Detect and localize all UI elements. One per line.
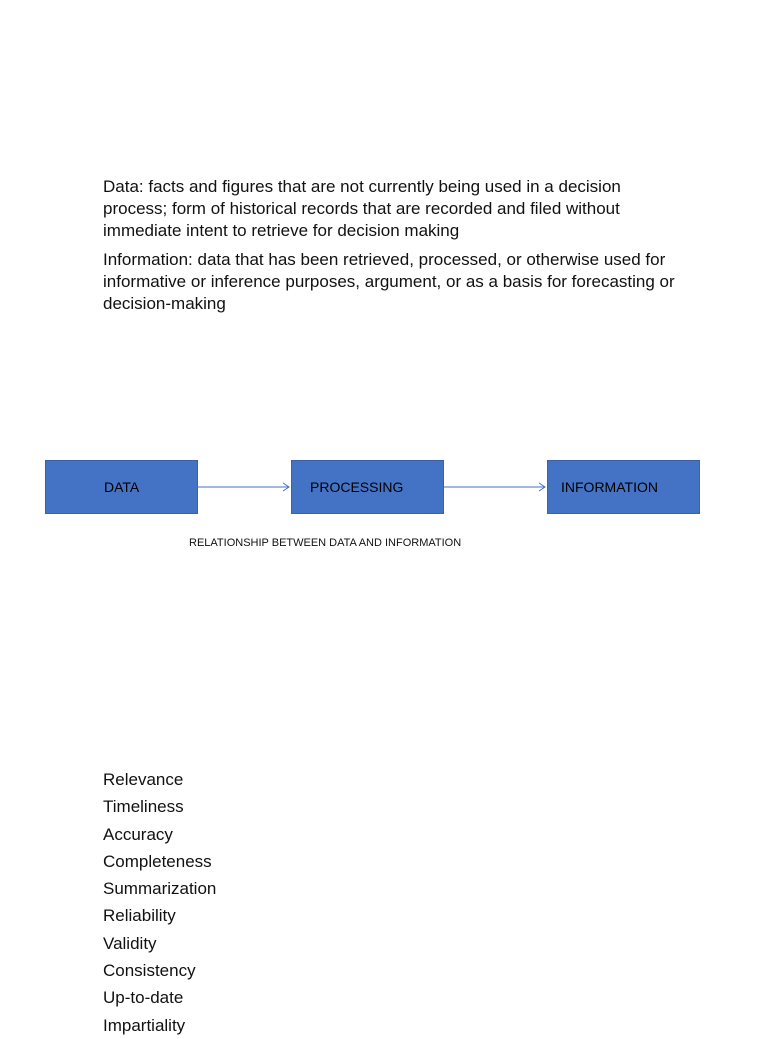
list-item: Up-to-date [103, 988, 184, 1008]
definitions-section [103, 176, 683, 322]
diagram-caption: RELATIONSHIP BETWEEN DATA AND INFORMATION [189, 537, 462, 549]
list-item: Completeness [103, 851, 212, 871]
information-definition: Information: data that has been retrieved, processed, or otherwise used for informative or inference purposes, argument, or as a basis for forecasting or decision-making [103, 250, 675, 313]
list-item: Relevance [103, 770, 184, 789]
list-item: Timeliness [103, 797, 184, 817]
list-item: Accuracy [103, 824, 173, 844]
list-item: Impartiality [103, 1015, 186, 1035]
information-box: INFORMATION [547, 460, 700, 514]
list-item: Validity [103, 933, 157, 953]
list-item: Summarization [103, 879, 217, 899]
arrow-processing-to-information [444, 483, 545, 491]
processing-box: PROCESSING [291, 460, 444, 514]
qualities-list [103, 766, 216, 1039]
data-box: DATA [45, 460, 198, 514]
list-item: Consistency [103, 961, 196, 981]
arrow-data-to-processing [198, 483, 289, 491]
list-item: Reliability [103, 906, 176, 926]
data-definition: Data: facts and figures that are not currently being used in a decision process; form of historical records that are recorded and filed without immediate intent to retrieve for decision making [103, 177, 621, 240]
